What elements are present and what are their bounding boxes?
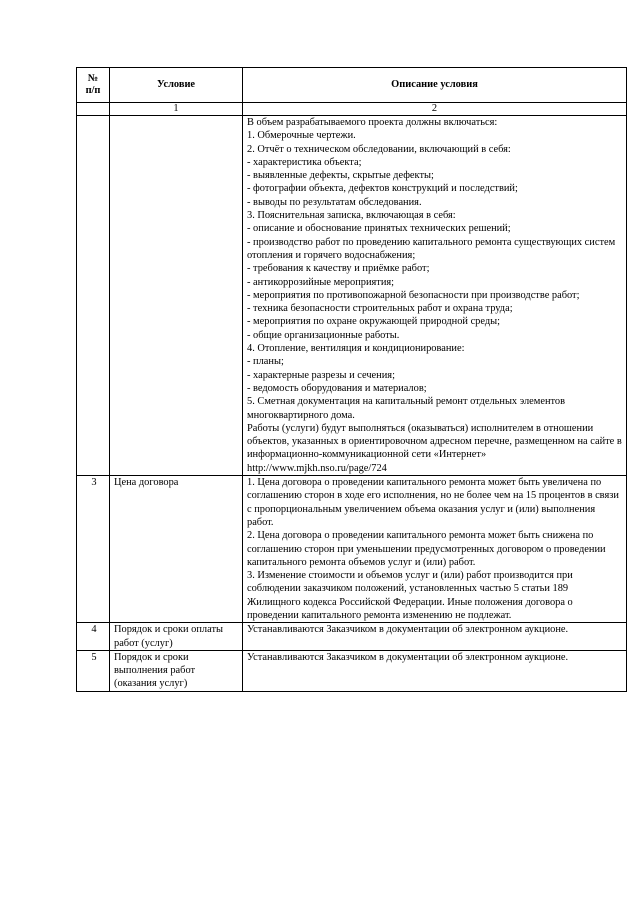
row-number: 3 bbox=[77, 476, 110, 623]
row-number: 5 bbox=[77, 650, 110, 691]
description-line: - характерные разрезы и сечения; bbox=[247, 369, 395, 381]
description-line: Устанавливаются Заказчиком в документации об электронном аукционе. bbox=[247, 624, 569, 636]
column-index-cell: 1 bbox=[110, 103, 243, 116]
description-line: - требования к качеству и приёмке работ; bbox=[247, 263, 430, 275]
description-line: - общие организационные работы. bbox=[247, 329, 400, 341]
description-line: 2. Отчёт о техническом обследовании, включающий в себя: bbox=[247, 143, 511, 155]
row-condition: Порядок и сроки выполнения работ (оказания услуг) bbox=[110, 650, 243, 691]
row-condition: Порядок и сроки оплаты работ (услуг) bbox=[110, 623, 243, 651]
column-index-cell: 2 bbox=[243, 103, 627, 116]
description-line: - характеристика объекта; bbox=[247, 156, 362, 168]
row-number bbox=[77, 116, 110, 476]
row-number: 4 bbox=[77, 623, 110, 651]
table-header-row bbox=[77, 68, 627, 103]
description-line: - антикоррозийные мероприятия; bbox=[247, 276, 395, 288]
row-description bbox=[243, 476, 627, 623]
description-line: Устанавливаются Заказчиком в документации об электронном аукционе. bbox=[247, 651, 569, 663]
description-line: - выводы по результатам обследования. bbox=[247, 196, 422, 208]
description-line: - выявленные дефекты, скрытые дефекты; bbox=[247, 170, 434, 182]
header-condition: Условие bbox=[110, 68, 243, 103]
description-line: 3. Изменение стоимости и объемов услуг и (или) работ производится при соблюдении заказчиком положений, установленных частью 5 статьи 189 Жилищного кодекса Российской Федерации. Иные положения договора о проведении капитального ремонта изменению не подлежат. bbox=[247, 570, 573, 621]
row-description bbox=[243, 650, 627, 691]
table-row bbox=[77, 116, 627, 476]
description-line: - описание и обоснование принятых технических решений; bbox=[247, 223, 511, 235]
description-line: 3. Пояснительная записка, включающая в себя: bbox=[247, 210, 456, 222]
description-line: 4. Отопление, вентиляция и кондиционирование: bbox=[247, 343, 465, 355]
description-line: Работы (услуги) будут выполняться (оказываться) исполнителем в отношении объектов, указанных в ориентировочном адресном перечне, размещенном на сайте в информационно-коммуникационной сети «Интернет» http://www.mjkh.nso.ru/page/724 bbox=[247, 422, 622, 474]
table-row bbox=[77, 623, 627, 651]
description-line: - мероприятия по противопожарной безопасности при производстве работ; bbox=[247, 289, 580, 301]
description-line: - мероприятия по охране окружающей природной среды; bbox=[247, 316, 501, 328]
description-line: - планы; bbox=[247, 356, 284, 368]
row-description bbox=[243, 116, 627, 476]
header-number: № п/п bbox=[77, 68, 110, 103]
table-row bbox=[77, 650, 627, 691]
table-row bbox=[77, 476, 627, 623]
column-index-cell bbox=[77, 103, 110, 116]
row-condition bbox=[110, 116, 243, 476]
description-line: - техника безопасности строительных работ и охрана труда; bbox=[247, 303, 513, 315]
row-description bbox=[243, 623, 627, 651]
header-description: Описание условия bbox=[243, 68, 627, 103]
description-line: - ведомость оборудования и материалов; bbox=[247, 382, 427, 394]
description-line: 1. Обмерочные чертежи. bbox=[247, 130, 356, 142]
row-condition: Цена договора bbox=[110, 476, 243, 623]
description-line: 1. Цена договора о проведении капитального ремонта может быть увеличена по соглашению сторон в ходе его исполнения, но не более чем на 15 процентов в связи с пропорциональным увеличением объема оказания услуг и (или) выполнения работ. bbox=[247, 477, 619, 528]
description-line: 5. Сметная документация на капитальный ремонт отдельных элементов многоквартирного дома. bbox=[247, 396, 566, 421]
description-line: В объем разрабатываемого проекта должны включаться: bbox=[247, 117, 498, 128]
column-index-row bbox=[77, 103, 627, 116]
conditions-table bbox=[76, 67, 627, 692]
description-line: 2. Цена договора о проведении капитального ремонта может быть снижена по соглашению сторон при уменьшении предусмотренных договором о проведении капитального ремонта объемов услуг и (или) работ. bbox=[247, 530, 606, 568]
description-line: - фотографии объекта, дефектов конструкций и последствий; bbox=[247, 183, 518, 195]
description-line: - производство работ по проведению капитального ремонта существующих систем отопления и горячего водоснабжения; bbox=[247, 236, 616, 261]
